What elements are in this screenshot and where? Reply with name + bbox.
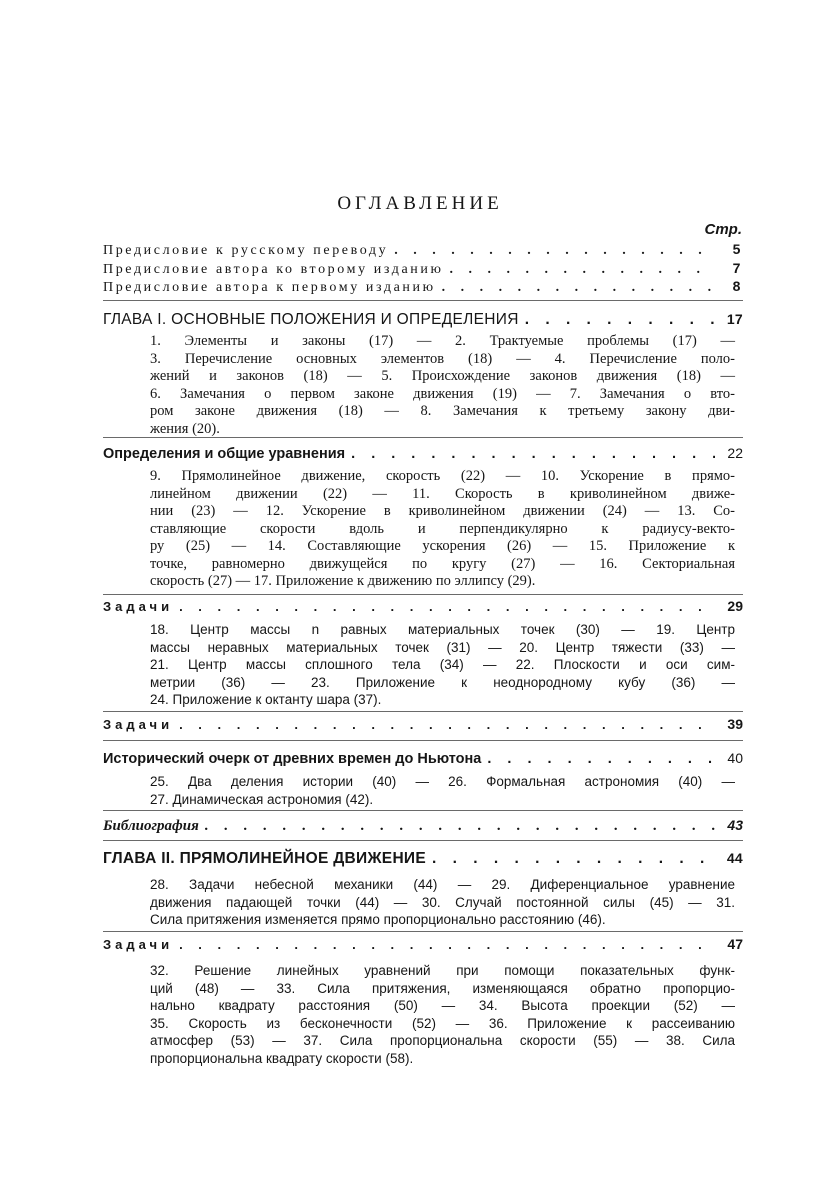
contents-line: 24. Приложение к октанту шара (37). — [150, 692, 382, 707]
divider — [103, 740, 743, 741]
contents-line: нии (23) — 12. Ускорение в криволинейном движении (24) — 13. Со- — [150, 503, 735, 519]
entry-page: 39 — [727, 716, 743, 732]
contents-line: жения (20). — [150, 420, 220, 437]
toc-entry-preface-first[interactable] — [103, 276, 743, 296]
entry-label: Исторический очерк от древних времен до Ньютона — [103, 751, 482, 767]
entry-page: 8 — [732, 278, 743, 294]
contents-line: 21. Центр массы сплошного тела (34) — 22. Плоскости и оси сим- — [150, 657, 735, 672]
entry-label: Задачи — [103, 937, 174, 952]
dot-leader — [442, 278, 715, 298]
contents-line: ставляющие скорости вдоль и перпендикулярно к радиусу-векто- — [150, 520, 735, 537]
divider — [103, 437, 743, 438]
toc-entry-problems-1[interactable] — [103, 596, 743, 616]
contents-line: 1. Элементы и законы (17) — 2. Трактуемые проблемы (17) — — [150, 333, 735, 349]
contents-line: 25. Два деления истории (40) — 26. Формальная астрономия (40) — — [150, 774, 735, 789]
contents-line: ром законе движения (18) — 8. Замечания к третьему закону дви- — [150, 403, 735, 419]
dot-leader — [179, 935, 715, 955]
entry-page: 40 — [727, 750, 743, 766]
contents-line: 27. Динамическая астрономия (42). — [150, 791, 374, 807]
contents-line: 35. Скорость из бесконечности (52) — 36. Приложение к рассеиванию — [150, 1015, 735, 1031]
problems-1-contents — [150, 621, 735, 709]
toc-entry-bibliography[interactable] — [103, 815, 743, 835]
toc-entry-problems-3[interactable] — [103, 934, 743, 954]
dot-leader — [487, 749, 715, 769]
entry-page: 7 — [732, 260, 743, 276]
dot-leader — [179, 715, 715, 735]
contents-line: массы неравных материальных точек (31) — 20. Центр тяжести (33) — — [150, 639, 735, 655]
contents-line: жений и законов (18) — 5. Происхождение законов движения (18) — — [150, 368, 735, 384]
divider — [103, 810, 743, 811]
contents-line: линейном движении (22) — 11. Скорость в криволинейном движе- — [150, 485, 735, 502]
contents-line: метрии (36) — 23. Приложение к неоднородному кубу (36) — — [150, 674, 735, 690]
entry-page: 44 — [726, 850, 743, 866]
chapter-2-contents — [150, 876, 735, 929]
contents-line: 28. Задачи небесной механики (44) — 29. Диференциальное уравнение — [150, 877, 735, 892]
entry-page: 5 — [732, 241, 743, 257]
contents-line: 6. Замечания о первом законе движения (19) — 7. Замечания о вто- — [150, 385, 735, 402]
entry-label: ГЛАВА II. ПРЯМОЛИНЕЙНОЕ ДВИЖЕНИЕ — [103, 850, 427, 867]
contents-line: 32. Решение линейных уравнений при помощи показательных функ- — [150, 963, 735, 978]
entry-page: 29 — [727, 598, 743, 614]
dot-leader — [179, 597, 715, 617]
entry-label: Предисловие автора ко второму изданию — [103, 262, 444, 277]
entry-label: Задачи — [103, 717, 174, 732]
entry-label: Предисловие к русскому переводу — [103, 243, 389, 258]
entry-label: Определения и общие уравнения — [103, 446, 346, 462]
entry-page: 47 — [727, 936, 743, 952]
divider — [103, 594, 743, 595]
history-contents — [150, 773, 735, 808]
contents-line: атмосфер (53) — 37. Сила пропорциональна скорости (55) — 38. Сила — [150, 1033, 735, 1048]
dot-leader — [525, 310, 715, 330]
contents-line: 3. Перечисление основных элементов (18) — 4. Перечисление поло- — [150, 350, 735, 367]
toc-entry-definitions[interactable] — [103, 443, 743, 463]
toc-entry-preface-russian[interactable] — [103, 239, 743, 259]
divider — [103, 840, 743, 841]
entry-page: 17 — [726, 311, 743, 327]
contents-line: точке, равномерно движущейся по кругу (27) — 16. Секториальная — [150, 555, 735, 572]
entry-label: Библиография — [103, 818, 199, 834]
dot-leader — [351, 444, 715, 464]
chapter-1-contents — [150, 333, 735, 438]
page-title: ОГЛАВЛЕНИЕ — [337, 193, 503, 214]
entry-page: 43 — [727, 817, 743, 833]
contents-line: пропорциональна квадрату скорости (58). — [150, 1050, 414, 1066]
toc-entry-chapter-1[interactable] — [103, 309, 743, 329]
divider — [103, 300, 743, 301]
toc-entry-chapter-2[interactable] — [103, 848, 743, 868]
contents-line: 9. Прямолинейное движение, скорость (22) — 10. Ускорение в прямо- — [150, 468, 735, 484]
contents-line: ций (48) — 33. Сила притяжения, изменяющаяся обратно пропорцио- — [150, 980, 735, 996]
toc-entry-preface-second[interactable] — [103, 258, 743, 278]
definitions-contents — [150, 468, 735, 591]
toc-entry-problems-2[interactable] — [103, 714, 743, 734]
entry-label: ГЛАВА I. ОСНОВНЫЕ ПОЛОЖЕНИЯ И ОПРЕДЕЛЕНИЯ — [103, 311, 519, 328]
dot-leader — [205, 816, 715, 836]
contents-line: ру (25) — 14. Составляющие ускорения (26) — 15. Приложение к — [150, 538, 735, 554]
problems-3-contents — [150, 962, 735, 1067]
divider — [103, 711, 743, 712]
entry-page: 22 — [727, 445, 743, 461]
dot-leader — [432, 849, 715, 869]
page-column-label: Стр. — [704, 221, 742, 238]
contents-line: скорость (27) — 17. Приложение к движению по эллипсу (29). — [150, 573, 536, 589]
contents-line: нально квадрату расстояния (50) — 34. Высота проекции (52) — — [150, 998, 735, 1013]
contents-line: движения падающей точки (44) — 30. Случай постоянной силы (45) — 31. — [150, 894, 735, 910]
toc-entry-history[interactable] — [103, 748, 743, 768]
divider — [103, 931, 743, 932]
entry-label: Предисловие автора к первому изданию — [103, 280, 436, 295]
entry-label: Задачи — [103, 599, 174, 614]
contents-line: 18. Центр массы n равных материальных точек (30) — 19. Центр — [150, 622, 735, 637]
contents-line: Сила притяжения изменяется прямо пропорционально расстоянию (46). — [150, 912, 606, 927]
